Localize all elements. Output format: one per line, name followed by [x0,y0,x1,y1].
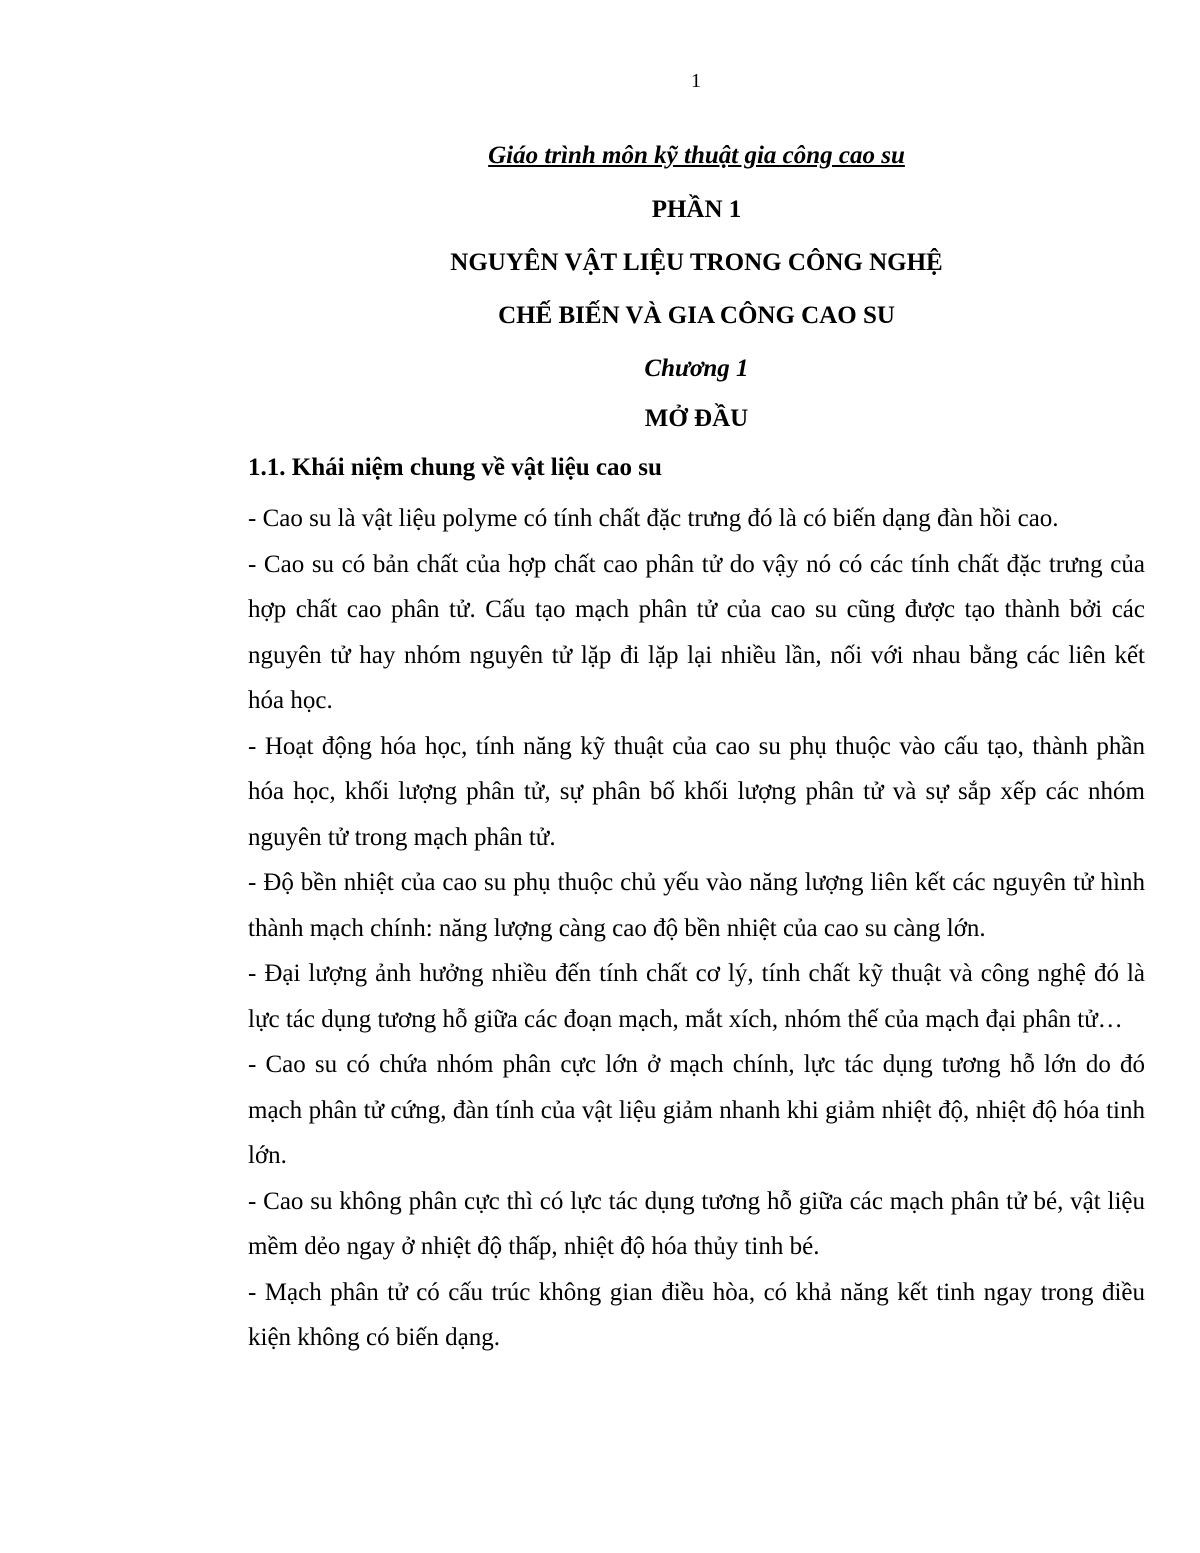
body-paragraph: - Mạch phân tử có cấu trúc không gian điều hòa, có khả năng kết tinh ngay trong điều kiện không có biến dạng. [248,1278,1145,1351]
body-paragraph: - Độ bền nhiệt của cao su phụ thuộc chủ yếu vào năng lượng liên kết các nguyên tử hình thành mạch chính: năng lượng càng cao độ bền nhiệt của cao su càng lớn. [248,869,1145,942]
part-heading: PHẦN 1 [651,196,742,223]
body-paragraph: - Cao su có chứa nhóm phân cực lớn ở mạch chính, lực tác dụng tương hỗ lớn do đó mạch phân tử cứng, đàn tính của vật liệu giảm nhanh khi giảm nhiệt độ, nhiệt độ hóa tinh lớn. [248,1051,1145,1169]
body-paragraph: - Hoạt động hóa học, tính năng kỹ thuật của cao su phụ thuộc vào cấu tạo, thành phần hóa học, khối lượng phân tử, sự phân bố khối lượng phân tử và sự sắp xếp các nhóm nguyên tử trong mạch phân tử. [248,732,1145,851]
chapter-title: MỞ ĐẦU [644,405,749,432]
page-number: 1 [691,70,701,92]
body-paragraph: - Cao su có bản chất của hợp chất cao phân tử do vậy nó có các tính chất đặc trưng của hợp chất cao phân tử. Cấu tạo mạch phân tử của cao su cũng được tạo thành bởi các nguyên tử hay nhóm nguyên tử lặp đi lặp lại nhiều lần, nối với nhau bằng các liên kết hóa học. [248,550,1145,714]
book-title: Giáo trình môn kỹ thuật gia công cao su [488,142,905,169]
page-content [248,138,1145,1361]
chapter-heading: Chương 1 [644,355,749,382]
body-paragraph: - Đại lượng ảnh hưởng nhiều đến tính chất cơ lý, tính chất kỹ thuật và công nghệ đó là lực tác dụng tương hỗ giữa các đoạn mạch, mắt xích, nhóm thế của mạch đại phân tử… [248,960,1145,1033]
part-title-line-2: CHẾ BIẾN VÀ GIA CÔNG CAO SU [498,302,895,329]
part-title-line-1: NGUYÊN VẬT LIỆU TRONG CÔNG NGHỆ [450,249,943,276]
body-paragraph: - Cao su không phân cực thì có lực tác dụng tương hỗ giữa các mạch phân tử bé, vật liệu mềm dẻo ngay ở nhiệt độ thấp, nhiệt độ hóa thủy tinh bé. [248,1187,1145,1260]
body-paragraph: - Cao su là vật liệu polyme có tính chất đặc trưng đó là có biến dạng đàn hồi cao. [248,505,1059,532]
section-heading: 1.1. Khái niệm chung về vật liệu cao su [248,454,662,481]
